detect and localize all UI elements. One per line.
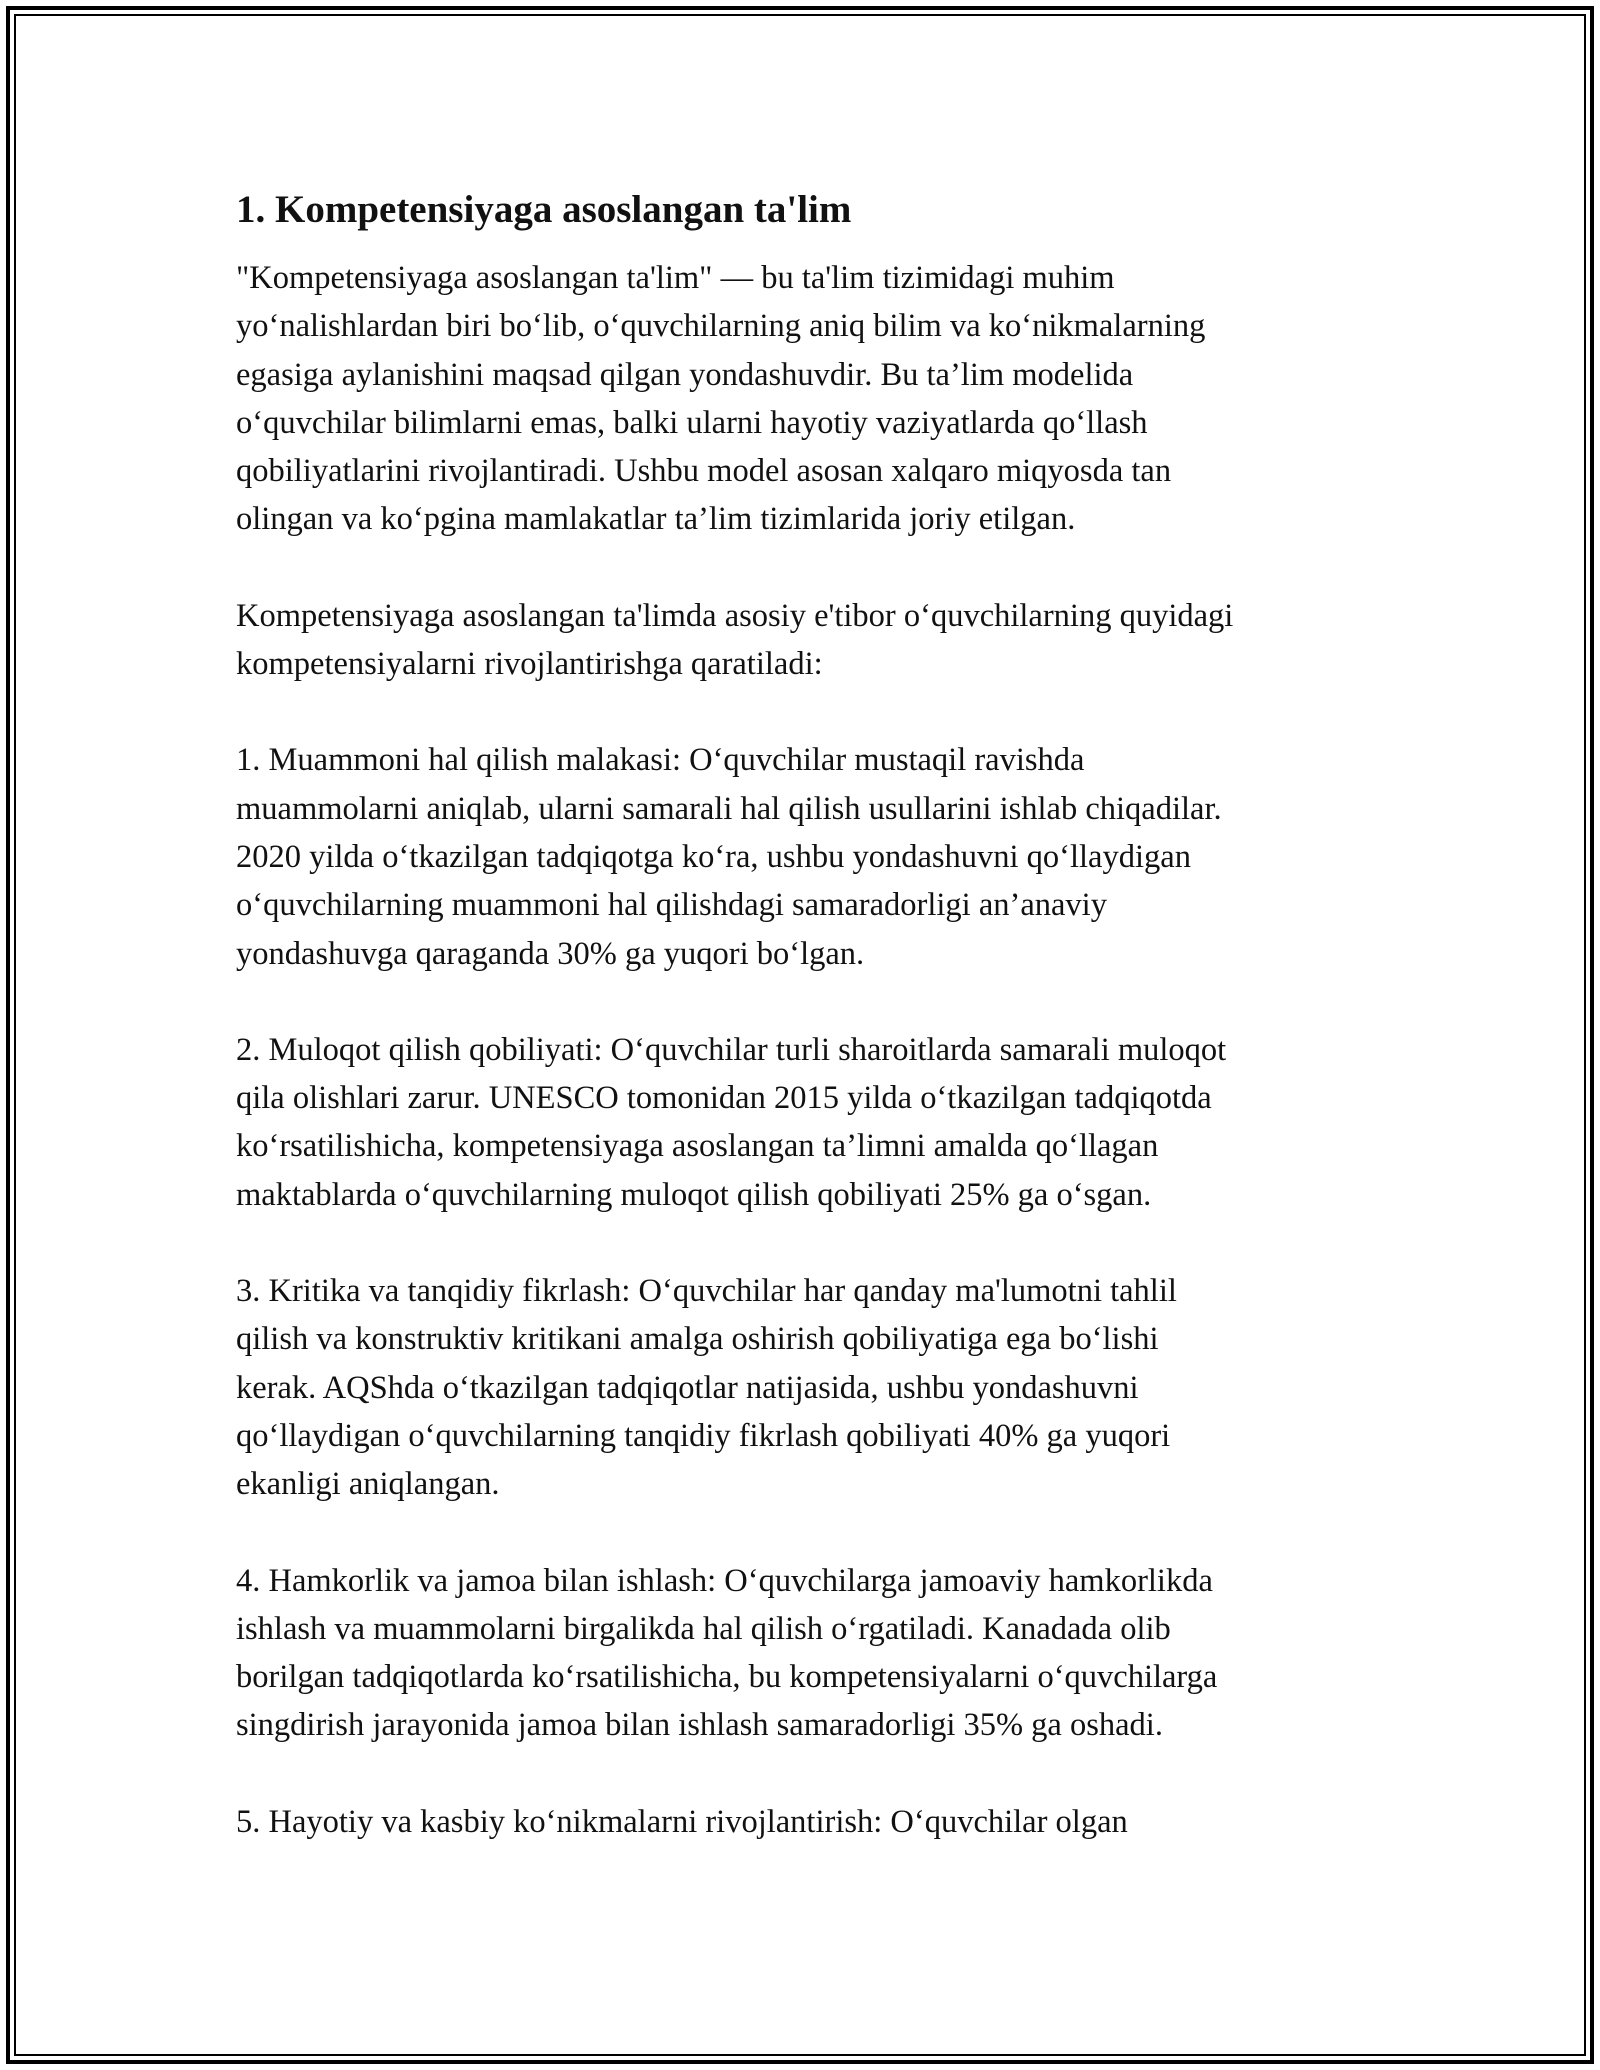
intro-paragraph: "Kompetensiyaga asoslangan ta'lim" — bu ta'lim tizimidagi muhim yoʻnalishlardan biri boʻlib, oʻquvchilarning aniq bilim va koʻnikmalarning egasiga aylanishini maqsad qilgan yondashuvdir. Bu ta’lim modelida oʻquvchilar bilimlarni emas, balki ularni hayotiy vaziyatlarda qoʻllash qobiliyatlarini rivojlantiradi. Ushbu model asosan xalqaro miqyosda tan olingan va koʻpgina mamlakatlar ta’lim tizimlarida joriy etilgan. [236,260,1206,538]
section-heading: 1. Kompetensiyaga asoslangan ta'lim [236,188,852,231]
list-item-teamwork: 4. Hamkorlik va jamoa bilan ishlash: Oʻquvchilarga jamoaviy hamkorlikda ishlash va muammolarni birgalikda hal qilish oʻrgatiladi. Kanadada olib borilgan tadqiqotlarda koʻrsatilishicha, bu kompetensiyalarni oʻquvchilarga singdirish jarayonida jamoa bilan ishlash samaradorligi 35% ga oshadi. [236,1562,1218,1744]
list-item-problem-solving: 1. Muammoni hal qilish malakasi: Oʻquvchilar mustaqil ravishda muammolarni aniqlab, ularni samarali hal qilish usullarini ishlab chiqadilar. 2020 yilda oʻtkazilgan tadqiqotga koʻra, ushbu yondashuvni qoʻllaydigan oʻquvchilarning muammoni hal qilishdagi samaradorligi an’anaviy yondashuvga qaraganda 30% ga yuqori boʻlgan. [236,742,1222,972]
list-item-life-skills: 5. Hayotiy va kasbiy koʻnikmalarni rivojlantirish: Oʻquvchilar olgan [236,1803,1128,1840]
document-body [236,184,1376,1846]
list-item-communication: 2. Muloqot qilish qobiliyati: Oʻquvchilar turli sharoitlarda samarali muloqot qila olishlari zarur. UNESCO tomonidan 2015 yilda oʻtkazilgan tadqiqotda koʻrsatilishicha, kompetensiyaga asoslangan ta’limni amalda qoʻllagan maktablarda oʻquvchilarning muloqot qilish qobiliyati 25% ga oʻsgan. [236,1031,1227,1213]
competencies-intro-paragraph: Kompetensiyaga asoslangan ta'limda asosiy e'tibor oʻquvchilarning quyidagi kompetensiyalarni rivojlantirishga qaratiladi: [236,597,1234,683]
list-item-critical-thinking: 3. Kritika va tanqidiy fikrlash: Oʻquvchilar har qanday ma'lumotni tahlil qilish va konstruktiv kritikani amalga oshirish qobiliyatiga ega boʻlishi kerak. AQShda oʻtkazilgan tadqiqotlar natijasida, ushbu yondashuvni qoʻllaydigan oʻquvchilarning tanqidiy fikrlash qobiliyati 40% ga yuqori ekanligi aniqlangan. [236,1273,1177,1503]
